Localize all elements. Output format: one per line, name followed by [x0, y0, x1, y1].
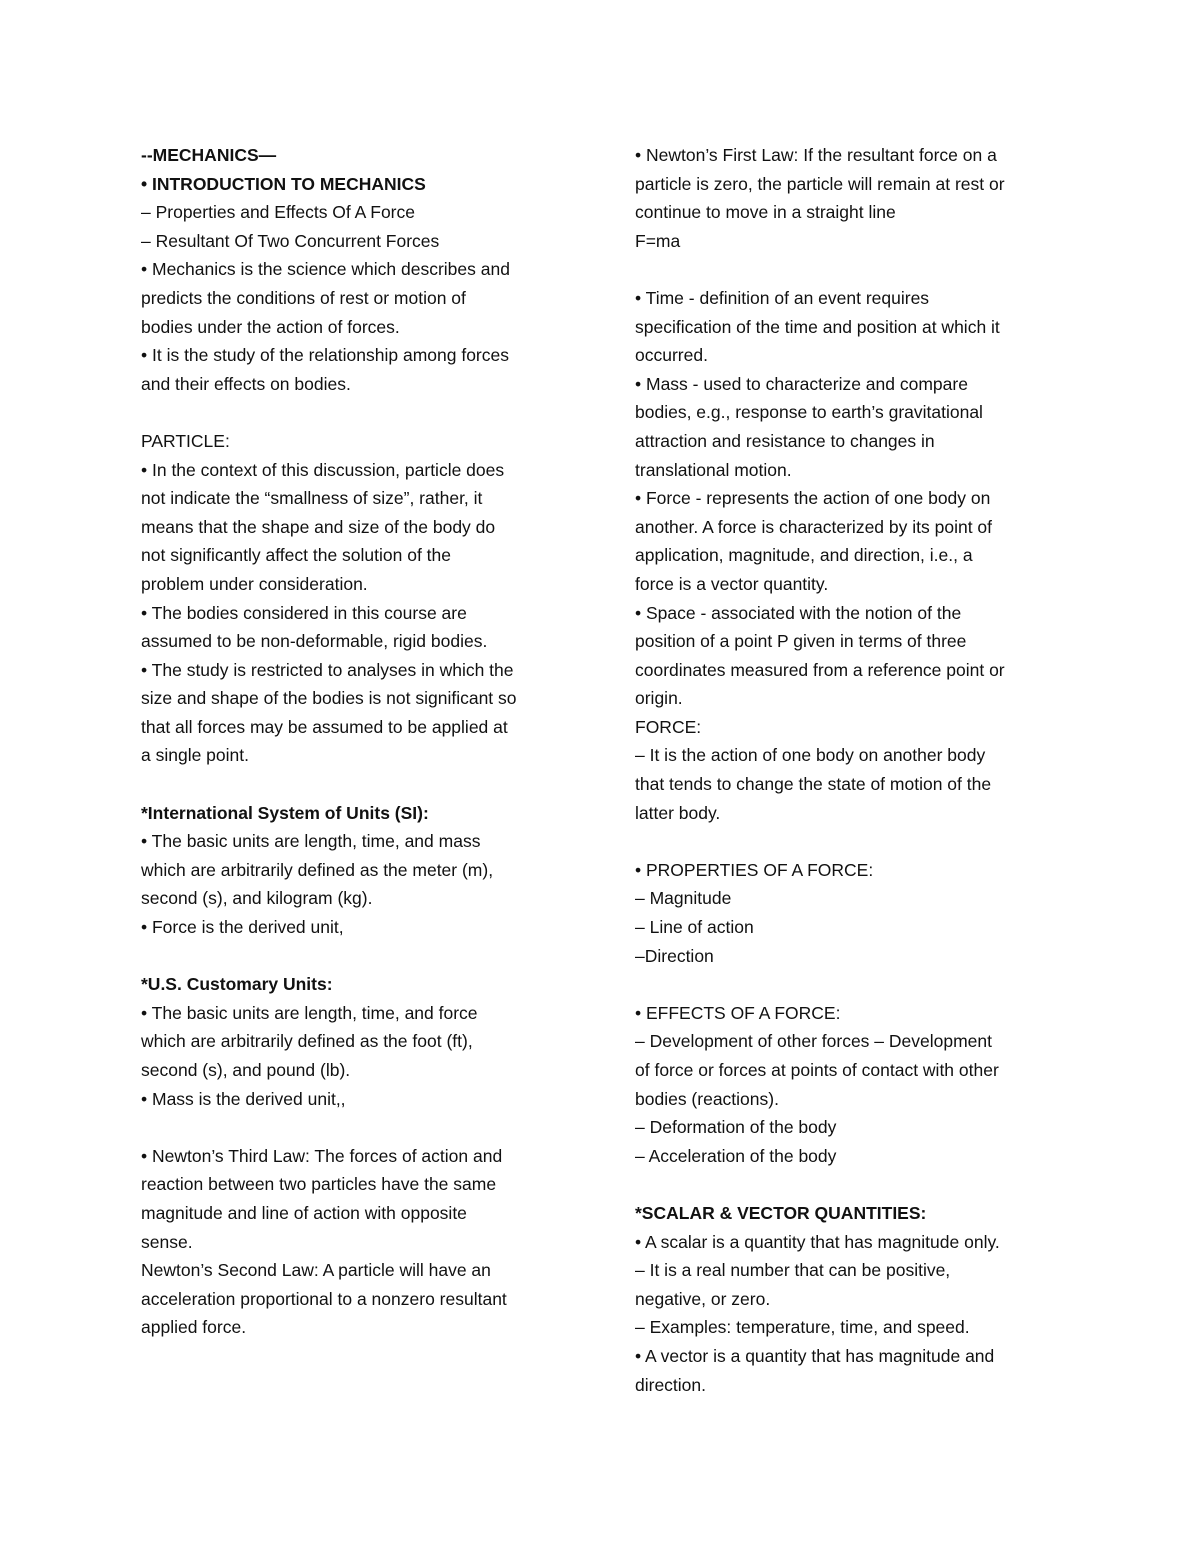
- text-line: second (s), and kilogram (kg).: [141, 888, 373, 909]
- text-line: • Force - represents the action of one body on: [635, 488, 991, 509]
- text-line: • The basic units are length, time, and force: [141, 1002, 478, 1023]
- text-line: *International System of Units (SI):: [141, 802, 429, 823]
- text-line: F=ma: [635, 230, 681, 251]
- text-line: • The study is restricted to analyses in which the: [141, 659, 514, 680]
- text-line: origin.: [635, 688, 683, 709]
- left-text-column: [141, 141, 581, 1342]
- text-line: application, magnitude, and direction, i.e., a: [635, 545, 973, 566]
- blank-line: [141, 770, 581, 799]
- text-line: reaction between two particles have the same: [141, 1174, 497, 1195]
- text-line: – Line of action: [635, 917, 754, 938]
- text-line: that all forces may be assumed to be applied at: [141, 716, 508, 737]
- text-line: which are arbitrarily defined as the meter (m),: [141, 859, 494, 880]
- text-line: • Mechanics is the science which describes and: [141, 259, 510, 280]
- text-line: • In the context of this discussion, particle does: [141, 459, 505, 480]
- right-text-column: [635, 141, 1075, 1399]
- text-line: problem under consideration.: [141, 573, 368, 594]
- text-line: • PROPERTIES OF A FORCE:: [635, 859, 874, 880]
- text-line: – It is the action of one body on another body: [635, 745, 986, 766]
- text-line: – It is a real number that can be positive,: [635, 1260, 951, 1281]
- text-line: sense.: [141, 1231, 193, 1252]
- text-line: – Deformation of the body: [635, 1117, 837, 1138]
- text-line: a single point.: [141, 745, 249, 766]
- text-line: that tends to change the state of motion of the: [635, 774, 992, 795]
- text-line: • The bodies considered in this course are: [141, 602, 467, 623]
- text-line: not significantly affect the solution of the: [141, 545, 452, 566]
- text-line: not indicate the “smallness of size”, rather, it: [141, 488, 483, 509]
- text-line: bodies, e.g., response to earth’s gravitational: [635, 402, 983, 423]
- text-line: position of a point P given in terms of three: [635, 631, 967, 652]
- text-line: which are arbitrarily defined as the foot (ft),: [141, 1031, 473, 1052]
- text-line: PARTICLE:: [141, 430, 230, 451]
- text-line: acceleration proportional to a nonzero resultant: [141, 1288, 507, 1309]
- text-line: --MECHANICS—: [141, 145, 277, 165]
- blank-line: [635, 827, 1075, 856]
- text-line: latter body.: [635, 802, 721, 823]
- text-line: – Examples: temperature, time, and speed.: [635, 1317, 970, 1338]
- text-line: attraction and resistance to changes in: [635, 430, 935, 451]
- text-line: • A vector is a quantity that has magnitude and: [635, 1345, 995, 1366]
- text-line: *U.S. Customary Units:: [141, 974, 333, 995]
- blank-line: [141, 942, 581, 971]
- text-line: – Resultant Of Two Concurrent Forces: [141, 230, 440, 251]
- text-line: • EFFECTS OF A FORCE:: [635, 1002, 841, 1023]
- text-line: • Force is the derived unit,: [141, 917, 344, 938]
- text-line: bodies (reactions).: [635, 1088, 779, 1109]
- text-line: • It is the study of the relationship among forces: [141, 345, 509, 366]
- text-line: occurred.: [635, 345, 708, 366]
- blank-line: [635, 255, 1075, 284]
- text-line: • A scalar is a quantity that has magnitude only.: [635, 1231, 1000, 1252]
- text-line: • The basic units are length, time, and mass: [141, 831, 481, 852]
- text-line: specification of the time and position at which it: [635, 316, 1000, 337]
- text-line: force is a vector quantity.: [635, 573, 829, 594]
- text-line: assumed to be non-deformable, rigid bodies.: [141, 631, 488, 652]
- text-line: coordinates measured from a reference point or: [635, 659, 1005, 680]
- blank-line: [141, 1113, 581, 1142]
- text-line: – Properties and Effects Of A Force: [141, 202, 415, 223]
- text-line: FORCE:: [635, 716, 702, 737]
- text-line: • Newton’s Third Law: The forces of action and: [141, 1145, 503, 1166]
- text-line: –Direction: [635, 945, 714, 966]
- text-line: another. A force is characterized by its point of: [635, 516, 993, 537]
- text-line: Newton’s Second Law: A particle will have an: [141, 1260, 491, 1281]
- text-line: applied force.: [141, 1317, 247, 1338]
- text-line: translational motion.: [635, 459, 792, 480]
- text-line: direction.: [635, 1374, 707, 1395]
- text-line: • Mass is the derived unit,,: [141, 1088, 346, 1109]
- text-line: and their effects on bodies.: [141, 373, 351, 394]
- blank-line: [635, 970, 1075, 999]
- text-line: • Newton’s First Law: If the resultant force on a: [635, 145, 997, 165]
- text-line: negative, or zero.: [635, 1288, 771, 1309]
- text-line: – Magnitude: [635, 888, 732, 909]
- text-line: bodies under the action of forces.: [141, 316, 400, 337]
- text-line: particle is zero, the particle will remain at rest or: [635, 173, 1005, 194]
- text-line: size and shape of the bodies is not significant so: [141, 688, 517, 709]
- text-line: predicts the conditions of rest or motion of: [141, 287, 466, 308]
- blank-line: [141, 398, 581, 427]
- text-line: second (s), and pound (lb).: [141, 1060, 351, 1080]
- text-line: • Space - associated with the notion of the: [635, 602, 962, 623]
- text-line: continue to move in a straight line: [635, 202, 896, 223]
- text-line: of force or forces at points of contact with other: [635, 1060, 999, 1080]
- text-line: – Development of other forces – Development: [635, 1031, 992, 1052]
- blank-line: [635, 1170, 1075, 1199]
- text-line: • Mass - used to characterize and compare: [635, 373, 968, 394]
- text-line: • Time - definition of an event requires: [635, 287, 930, 308]
- text-line: means that the shape and size of the body do: [141, 516, 496, 537]
- text-line: *SCALAR & VECTOR QUANTITIES:: [635, 1202, 927, 1223]
- text-line: – Acceleration of the body: [635, 1145, 837, 1166]
- text-line: • INTRODUCTION TO MECHANICS: [141, 173, 426, 194]
- text-line: magnitude and line of action with opposite: [141, 1202, 467, 1223]
